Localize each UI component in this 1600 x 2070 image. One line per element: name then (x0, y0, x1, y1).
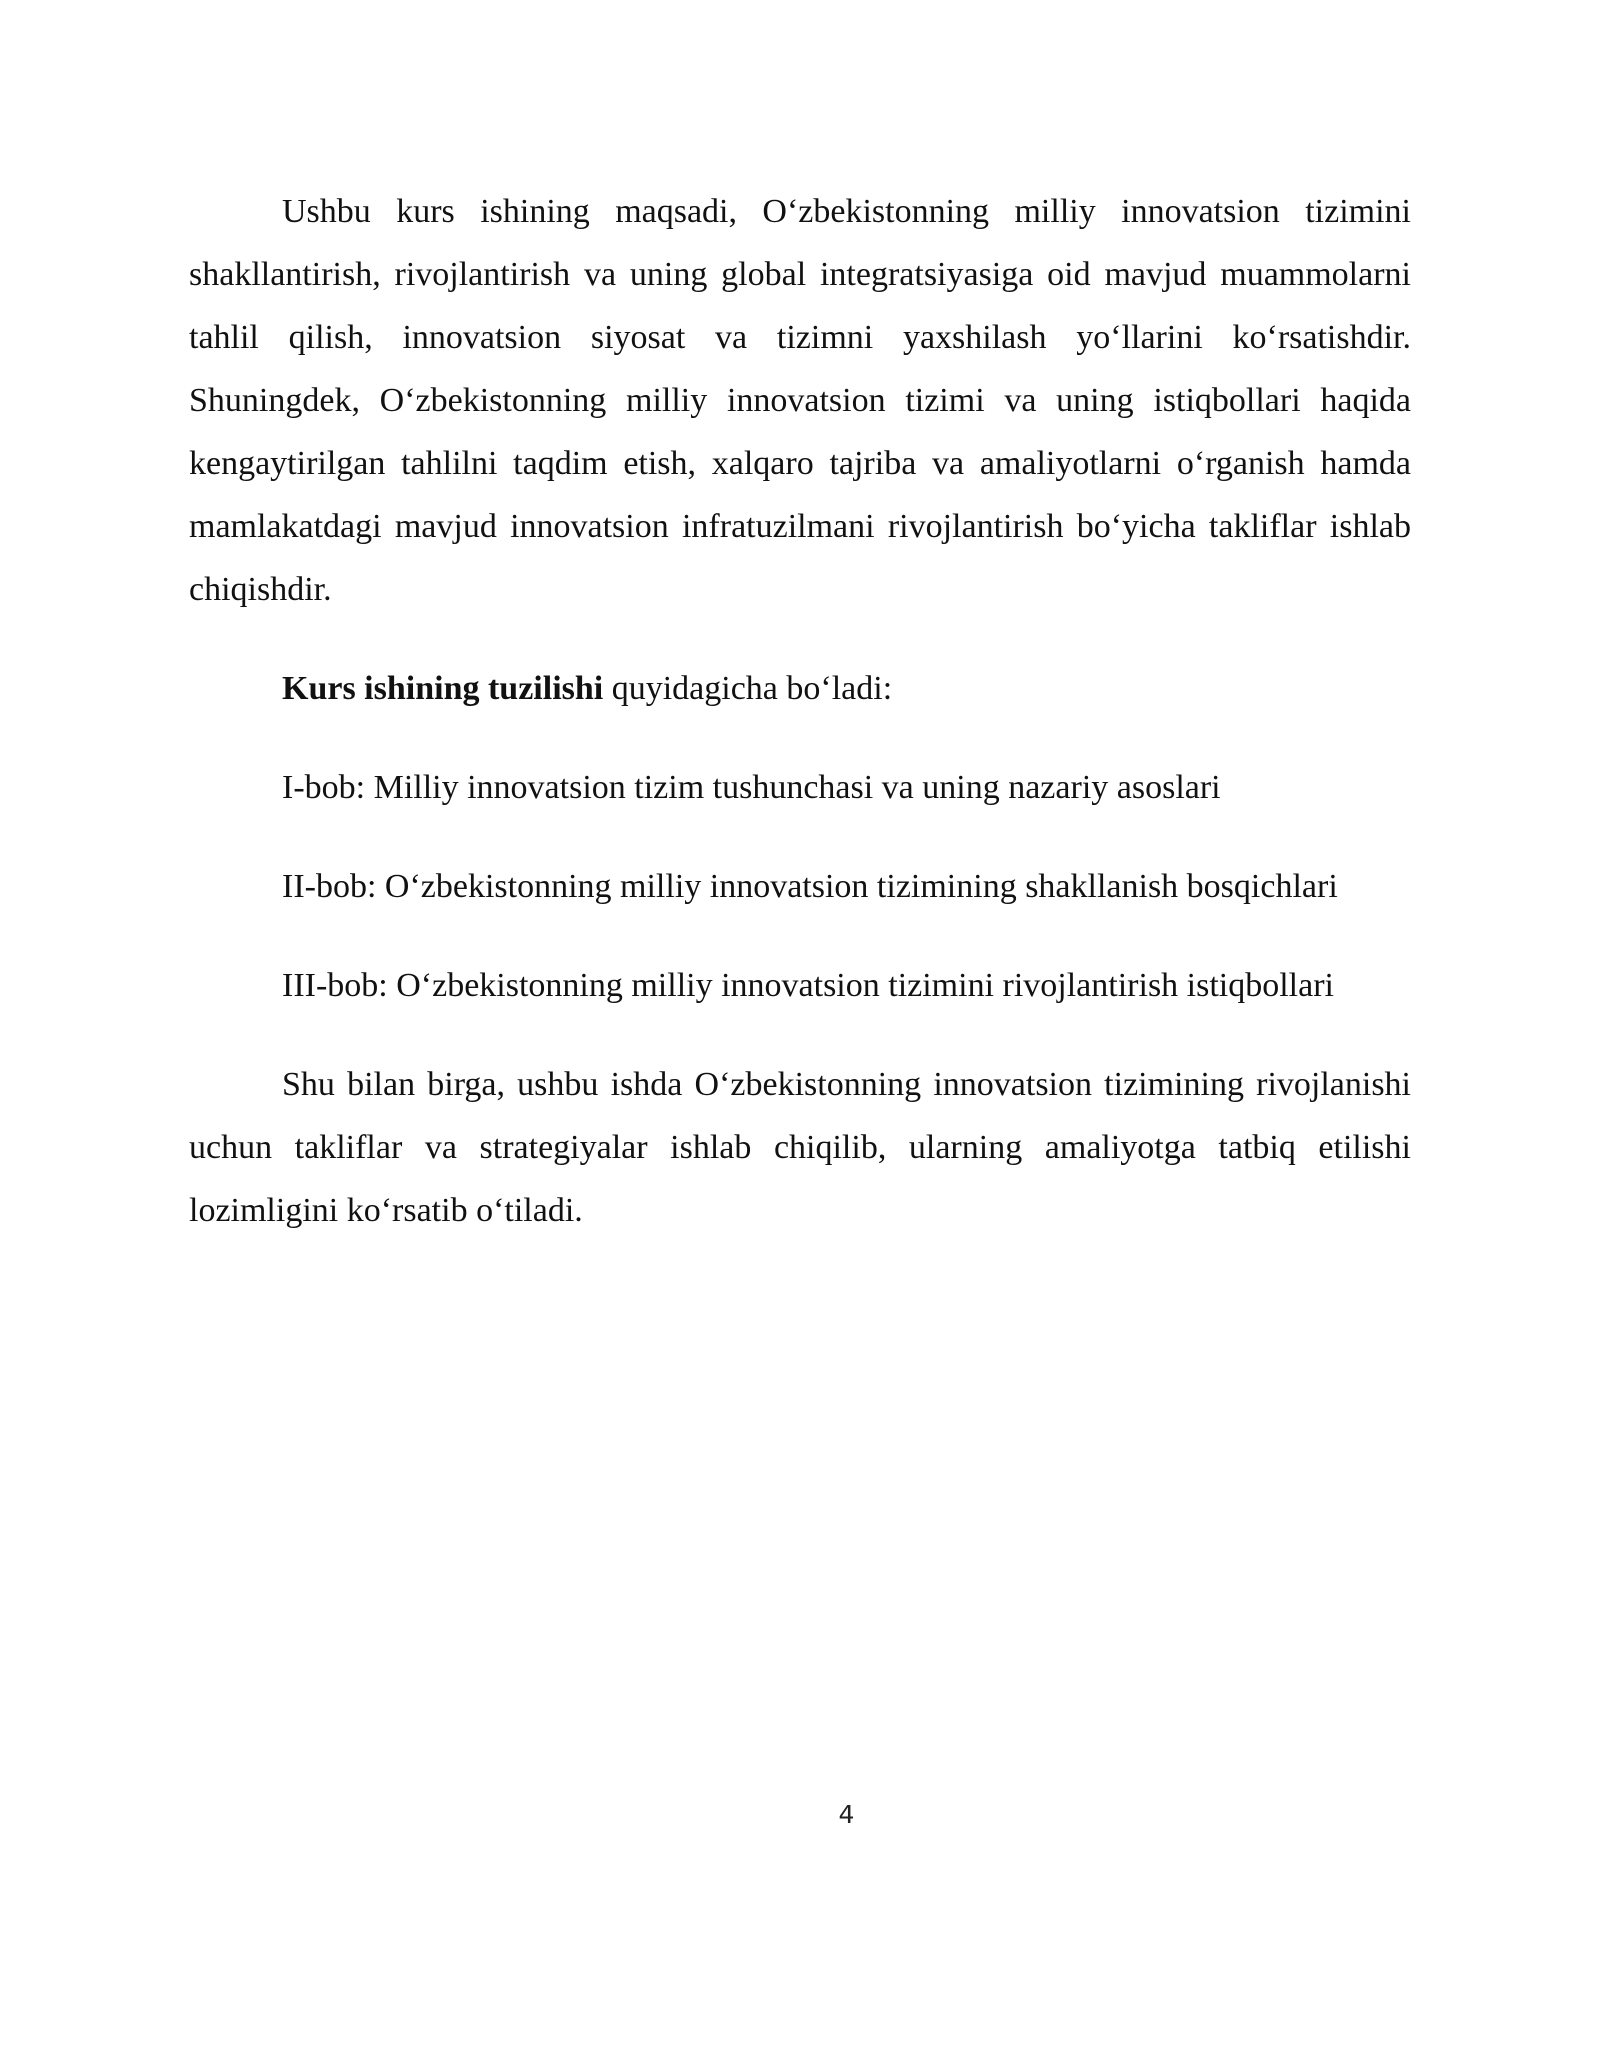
page-number: 4 (838, 1800, 855, 1829)
chapter-1: I-bob: Milliy innovatsion tizim tushunchasi va uning nazariy asoslari (282, 769, 1221, 806)
document-page (189, 180, 1411, 1242)
chapter-2: II-bob: O‘zbekistonning milliy innovatsion tizimining shakllanish bosqichlari (282, 868, 1338, 905)
final-paragraph: Shu bilan birga, ushbu ishda O‘zbekistonning innovatsion tizimining rivojlanishi uchun takliflar va strategiyalar ishlab chiqilib, ularning amaliyotga tatbiq etilishi lozimligini ko‘rsatib o‘tiladi. (189, 1066, 1411, 1229)
chapter-3: III-bob: O‘zbekistonning milliy innovatsion tizimini rivojlantirish istiqbollari (282, 967, 1334, 1004)
structure-heading-bold: Kurs ishining tuzilishi (282, 670, 604, 707)
structure-heading (189, 657, 1411, 720)
intro-paragraph: Ushbu kurs ishining maqsadi, O‘zbekistonning milliy innovatsion tizimini shakllantirish, rivojlantirish va uning global integratsiyasiga oid mavjud muammolarni tahlil qilish, innovatsion siyosat va tizimni yaxshilash yo‘llarini ko‘rsatishdir. Shuningdek, O‘zbekistonning milliy innovatsion tizimi va uning istiqbollari haqida kengaytirilgan tahlilni taqdim etish, xalqaro tajriba va amaliyotlarni o‘rganish hamda mamlakatdagi mavjud innovatsion infratuzilmani rivojlantirish bo‘yicha takliflar ishlab chiqishdir. (189, 193, 1411, 608)
structure-heading-rest: quyidagicha bo‘ladi: (603, 670, 893, 707)
